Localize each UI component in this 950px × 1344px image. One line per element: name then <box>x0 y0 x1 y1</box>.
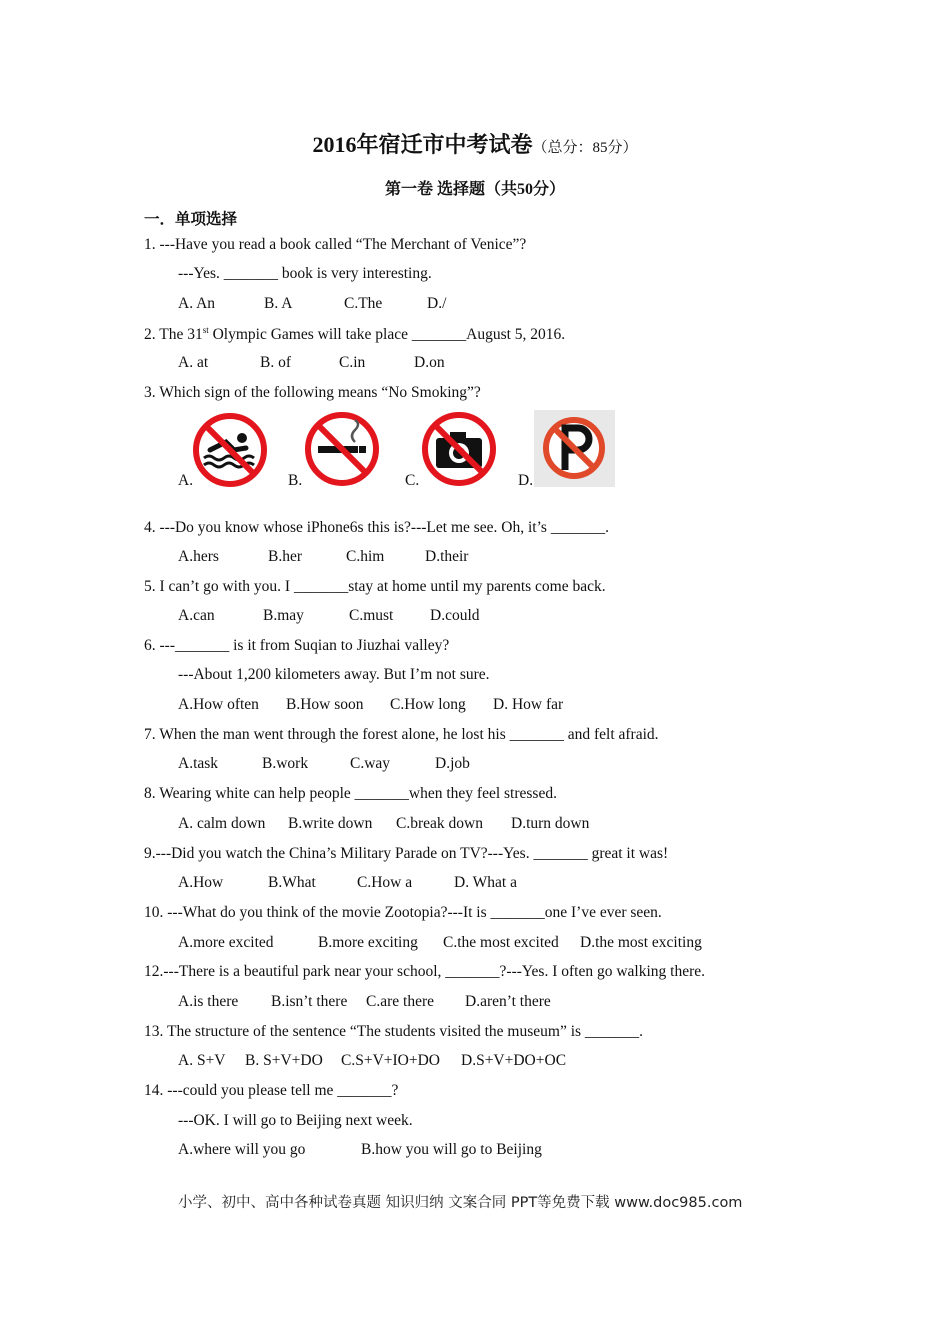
option-a: A. at <box>178 354 209 371</box>
option-a: A. An <box>178 295 216 312</box>
sign-label-a: A. <box>178 472 194 489</box>
question-6-reply: ---About 1,200 kilometers away. But I’m not sure. <box>178 666 490 683</box>
exam-title-score: （总分：85分） <box>532 140 638 156</box>
option-d: D. How far <box>493 696 564 713</box>
question-7-stem: 7. When the man went through the forest alone, he lost his _______ and felt afraid. <box>144 726 659 743</box>
sign-label-c: C. <box>405 472 420 489</box>
option-c: C.him <box>346 548 385 565</box>
option-a: A.task <box>178 755 219 772</box>
option-b: B. A <box>264 295 293 312</box>
option-b: B.may <box>263 607 304 624</box>
question-8-stem: 8. Wearing white can help people _______when they feel stressed. <box>144 785 557 802</box>
option-b: B.more exciting <box>318 934 418 951</box>
question-13-stem: 13. The structure of the sentence “The students visited the museum” is _______. <box>144 1023 644 1040</box>
question-6-stem: 6. ---_______ is it from Suqian to Jiuzhai valley? <box>144 637 450 654</box>
no-parking-sign-background <box>534 410 615 487</box>
option-d: D.job <box>435 755 470 772</box>
question-12-stem: 12.---There is a beautiful park near your school, _______?---Yes. I often go walking there. <box>144 963 705 980</box>
option-c: C.are there <box>366 993 434 1010</box>
section-heading: 一．单项选择 <box>144 211 238 228</box>
option-d: D.their <box>425 548 469 565</box>
option-a: A.How <box>178 874 224 891</box>
question-2-superscript: st <box>202 325 209 335</box>
option-d: D.aren’t there <box>465 993 551 1010</box>
option-c: C.the most excited <box>443 934 559 951</box>
footer-watermark: 小学、初中、高中各种试卷真题 知识归纳 文案合同 PPT等免费下载 www.doc985.com <box>178 1195 743 1211</box>
no-smoking-icon <box>303 410 381 488</box>
option-d: D.S+V+DO+OC <box>461 1052 567 1069</box>
option-a: A.more excited <box>178 934 274 951</box>
option-b: B. S+V+DO <box>245 1052 323 1069</box>
question-1-reply: ---Yes. _______ book is very interesting. <box>178 265 432 282</box>
sign-label-b: B. <box>288 472 303 489</box>
option-d: D.the most exciting <box>580 934 702 951</box>
option-d: D.could <box>430 607 480 624</box>
option-b: B.isn’t there <box>271 993 348 1010</box>
option-a: A.hers <box>178 548 219 565</box>
option-b: B.How soon <box>286 696 364 713</box>
option-b: B.What <box>268 874 316 891</box>
option-a: A. S+V <box>178 1052 226 1069</box>
option-d: D.on <box>414 354 445 371</box>
question-2-stem-part1: 2. The 31 <box>144 326 203 344</box>
option-a: A.is there <box>178 993 239 1010</box>
option-b: B.how you will go to Beijing <box>361 1141 542 1158</box>
option-c: C.How long <box>390 696 466 713</box>
option-d: D.turn down <box>511 815 590 832</box>
question-14-stem: 14. ---could you please tell me _______? <box>144 1082 399 1099</box>
option-d: D./ <box>427 295 447 312</box>
question-1-stem: 1. ---Have you read a book called “The Merchant of Venice”? <box>144 236 527 253</box>
option-d: D. What a <box>454 874 517 891</box>
question-3-stem: 3. Which sign of the following means “No Smoking”? <box>144 384 481 401</box>
option-a: A. calm down <box>178 815 266 832</box>
option-c: C.in <box>339 354 366 371</box>
question-10-stem: 10. ---What do you think of the movie Zootopia?---It is _______one I’ve ever seen. <box>144 904 662 921</box>
question-14-reply: ---OK. I will go to Beijing next week. <box>178 1112 413 1129</box>
option-a: A.can <box>178 607 215 624</box>
exam-title-main: 2016年宿迁市中考试卷 <box>312 132 533 157</box>
question-2-stem <box>144 325 565 344</box>
option-b: B. of <box>260 354 291 371</box>
no-parking-icon <box>534 410 615 487</box>
option-c: C.way <box>350 755 391 772</box>
option-c: C.How a <box>357 874 413 891</box>
option-a: A.How often <box>178 696 259 713</box>
option-c: C.The <box>344 295 383 312</box>
option-a: A.where will you go <box>178 1141 306 1158</box>
question-2-stem-part2: Olympic Games will take place _______August 5, 2016. <box>208 326 566 344</box>
question-4-stem: 4. ---Do you know whose iPhone6s this is?---Let me see. Oh, it’s _______. <box>144 519 609 536</box>
sign-label-d: D. <box>518 472 534 489</box>
option-b: B.write down <box>288 815 373 832</box>
question-5-stem: 5. I can’t go with you. I _______stay at home until my parents come back. <box>144 578 606 595</box>
part-heading: 第一卷 选择题（共50分） <box>384 181 565 198</box>
no-camera-icon <box>420 410 498 488</box>
question-9-stem: 9.---Did you watch the China’s Military Parade on TV?---Yes. _______ great it was! <box>144 845 669 862</box>
option-c: C.must <box>349 607 394 624</box>
no-swimming-icon <box>192 412 268 488</box>
option-c: C.S+V+IO+DO <box>341 1052 440 1069</box>
exam-title <box>0 128 950 159</box>
option-c: C.break down <box>396 815 483 832</box>
option-b: B.work <box>262 755 309 772</box>
option-b: B.her <box>268 548 303 565</box>
